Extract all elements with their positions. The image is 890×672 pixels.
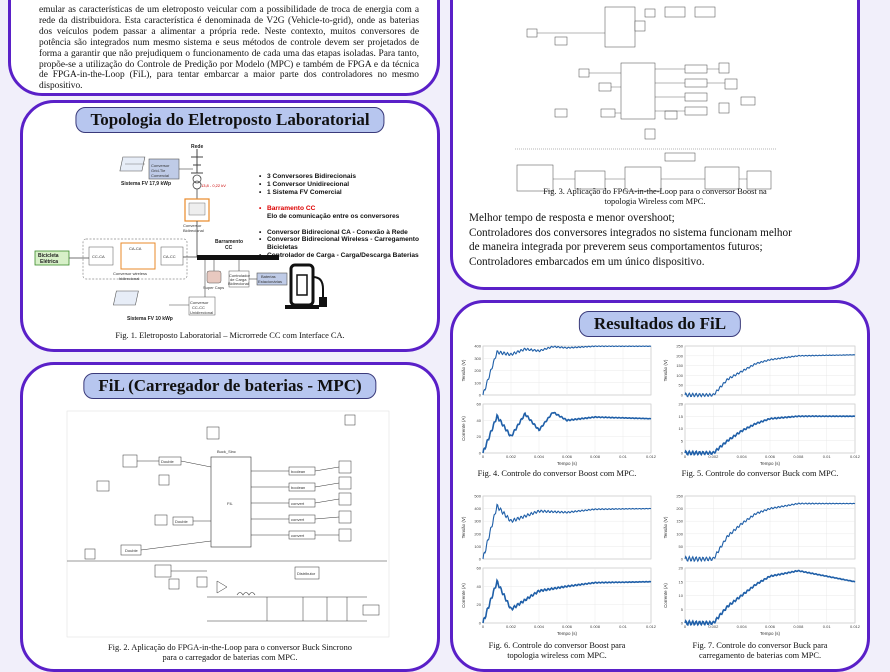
chart-fig6-current xyxy=(459,565,655,637)
chart-fig7-current xyxy=(661,565,859,637)
y-axis-label: Tensão (V) xyxy=(461,516,466,539)
y-tick-label: 100 xyxy=(474,380,481,386)
y-tick-label: 0 xyxy=(680,450,683,456)
chart-fig7-voltage xyxy=(661,493,859,563)
fig6-caption: Fig. 6. Controle do conversor Boost para topologia wireless com MPC. xyxy=(488,641,626,661)
fil-charger-title: FiL (Carregador de baterias - MPC) xyxy=(83,373,376,399)
y-tick-label: 5 xyxy=(680,438,683,444)
bullet: • 1 Conversor Unidirecional xyxy=(259,181,419,189)
svg-text:Bicicleta: Bicicleta xyxy=(38,253,59,259)
svg-text:Comercial: Comercial xyxy=(151,173,170,178)
svg-text:Bidirecional: Bidirecional xyxy=(228,281,249,286)
y-tick-label: 20 xyxy=(678,565,683,571)
y-tick-label: 20 xyxy=(678,401,683,407)
intro-panel xyxy=(8,0,440,96)
x-tick-label: 0.004 xyxy=(533,624,545,629)
chart-fig6-voltage xyxy=(459,493,655,563)
y-tick-label: 100 xyxy=(676,372,683,378)
simulink-buck-diagram xyxy=(67,411,389,637)
x-tick-label: 0.002 xyxy=(708,454,719,459)
topology-title: Topologia do Eletroposto Laboratorial xyxy=(75,107,384,133)
y-tick-label: 50 xyxy=(678,382,683,388)
y-tick-label: 0 xyxy=(680,392,683,398)
y-tick-label: 10 xyxy=(678,593,683,598)
intro-text: emular as características de um eletroposto veicular com a possibilidade de troca de energia com a rede da distribuidora. Esta característica é denominada de V2G (Vehicle-to-grid), onde as baterias dos veículos podem passar a alimentar a própria rede. Neste contexto, muitos conversores de potência são integrados num mesmo sistema e seus métodos de controle devem ser projetados de forma a garantir que não prejudiquem o funcionamento de cada uma das etapas isoladas. Para tanto, propõe-se a utilização do Controle de Predição por Modelo (MPC) e também de FPGA e da técnica de FPGA-in-the-Loop (FiL), para tentar embarcar a maior parte dos controladores no mesmo dispositivo. xyxy=(39,5,419,92)
svg-text:CC-CC: CC-CC xyxy=(192,305,205,310)
x-tick-label: 0.006 xyxy=(561,624,573,629)
bullet: • Conversor Bidirecional Wireless - Carregamento xyxy=(259,236,419,244)
y-tick-label: 0 xyxy=(478,556,481,562)
benefit-item: Melhor tempo de resposta e menor overshoot; xyxy=(469,212,675,224)
fv1-label: Sistema FV 17,9 kWp xyxy=(121,181,172,187)
x-tick-label: 0.002 xyxy=(505,454,517,459)
y-tick-label: 250 xyxy=(676,343,683,349)
y-tick-label: 300 xyxy=(474,518,481,524)
solar-panel-icon xyxy=(113,291,138,305)
x-axis-label: Tempo (s) xyxy=(759,631,781,636)
benefit-item: Controladores embarcados em um único dispositivo. xyxy=(469,255,705,268)
svg-text:Double: Double xyxy=(175,519,188,524)
voltage-label: 13,8 - 0,22 kV xyxy=(201,183,226,188)
fig2-caption: Fig. 2. Aplicação do FPGA-in-the-Loop para o conversor Buck Sincrono para o carregador de baterias com MPC. xyxy=(108,643,352,663)
svg-text:Unidirecional: Unidirecional xyxy=(190,310,214,315)
solar-panel-icon xyxy=(120,157,145,171)
buck-label: Buck_Sinc xyxy=(217,449,236,454)
svg-text:convert: convert xyxy=(291,517,305,522)
y-tick-label: 20 xyxy=(476,434,481,440)
svg-text:Estacionárias: Estacionárias xyxy=(258,279,283,284)
x-tick-label: 0.004 xyxy=(736,454,747,459)
bullet: • Controlador de Carga - Carga/Descarga Baterias xyxy=(259,252,419,260)
bullet-cont: Bicicletas xyxy=(267,244,298,252)
svg-text:Elétrica: Elétrica xyxy=(40,259,59,265)
svg-text:Super Caps: Super Caps xyxy=(203,285,225,290)
y-tick-label: 40 xyxy=(476,417,481,423)
svg-text:Bidirecional: Bidirecional xyxy=(183,228,204,233)
x-tick-label: 0 xyxy=(683,454,687,459)
y-tick-label: 200 xyxy=(474,368,481,373)
svg-text:CA-CA: CA-CA xyxy=(129,246,142,251)
svg-text:Conversor: Conversor xyxy=(183,223,202,228)
y-tick-label: 40 xyxy=(476,583,481,589)
y-tick-label: 100 xyxy=(676,531,683,537)
y-tick-label: 150 xyxy=(676,518,683,524)
y-tick-label: 60 xyxy=(476,401,481,407)
y-axis-label: Corrente (A) xyxy=(461,583,466,608)
y-tick-label: 200 xyxy=(676,353,683,359)
chart-fig5-current xyxy=(661,401,859,467)
svg-text:convert: convert xyxy=(291,533,305,538)
x-tick-label: 0.012 xyxy=(849,624,861,629)
y-tick-label: 20 xyxy=(476,602,481,608)
y-tick-label: 5 xyxy=(680,606,683,612)
svg-text:CA-CC: CA-CC xyxy=(163,254,176,259)
x-tick-label: 0.004 xyxy=(533,454,545,459)
y-axis-label: Corrente (A) xyxy=(461,416,466,441)
svg-text:convert: convert xyxy=(291,501,305,506)
y-axis-label: Tensão (V) xyxy=(663,516,668,539)
barramento-heading: • Barramento CC xyxy=(259,205,419,213)
svg-text:Grid-Tie: Grid-Tie xyxy=(151,168,166,173)
x-tick-label: 0.01 xyxy=(822,454,831,459)
x-axis-label: Tempo (s) xyxy=(556,461,578,466)
y-axis-label: Corrente (A) xyxy=(663,583,668,608)
x-tick-label: 0.012 xyxy=(645,454,657,459)
y-tick-label: 15 xyxy=(678,579,683,585)
charging-station-icon xyxy=(285,265,327,309)
svg-text:Conversor: Conversor xyxy=(151,163,170,168)
benefit-item: Controladores dos conversores integrados no sistema funcionam melhor xyxy=(469,226,792,239)
y-tick-label: 250 xyxy=(676,493,683,499)
y-tick-label: 10 xyxy=(678,426,683,431)
y-tick-label: 15 xyxy=(678,413,683,419)
y-tick-label: 300 xyxy=(474,355,481,361)
y-tick-label: 0 xyxy=(680,556,683,562)
x-tick-label: 0.008 xyxy=(793,454,804,459)
svg-text:boolean: boolean xyxy=(291,485,306,490)
x-tick-label: 0.01 xyxy=(822,624,831,629)
y-axis-label: Tensão (V) xyxy=(663,359,668,382)
grid-tower-icon xyxy=(191,149,203,173)
barramento-sub: Elo de comunicação entre os conversores xyxy=(267,212,400,220)
fv2-label: Sistema FV 10 kWp xyxy=(127,316,173,322)
y-tick-label: 0 xyxy=(478,620,481,626)
chart-fig4-current xyxy=(459,401,655,467)
svg-text:Distributor: Distributor xyxy=(297,571,316,576)
x-tick-label: 0 xyxy=(481,624,485,629)
y-tick-label: 50 xyxy=(678,543,683,549)
fig5-caption: Fig. 5. Controle do conversor Buck com MPC. xyxy=(681,469,839,478)
fig7-caption: Fig. 7. Controle do conversor Buck para carregamento de baterias com MPC. xyxy=(692,641,828,661)
svg-text:CC: CC xyxy=(225,245,233,251)
y-tick-label: 0 xyxy=(478,392,481,398)
x-tick-label: 0.002 xyxy=(505,624,517,629)
x-tick-label: 0.006 xyxy=(561,454,573,459)
benefit-item: de maneira integrada por preverem seus comportamentos futuros; xyxy=(469,241,763,254)
fil-wireless-panel xyxy=(450,0,860,290)
fil-charger-panel xyxy=(20,362,440,672)
fig1-caption: Fig. 1. Eletroposto Laboratorial – Microrrede CC com Interface CA. xyxy=(115,331,345,340)
x-tick-label: 0.008 xyxy=(589,454,601,459)
x-axis-label: Tempo (s) xyxy=(556,631,578,636)
x-axis-label: Tempo (s) xyxy=(759,461,781,466)
y-tick-label: 200 xyxy=(676,506,683,512)
x-tick-label: 0 xyxy=(481,454,485,459)
topology-bullets xyxy=(259,173,419,260)
y-tick-label: 0 xyxy=(680,620,683,626)
y-axis-label: Tensão (V) xyxy=(461,359,466,382)
bullet: • 1 Sistema FV Comercial xyxy=(259,189,419,197)
x-tick-label: 0.008 xyxy=(793,624,804,629)
x-tick-label: 0.012 xyxy=(849,454,861,459)
topology-panel xyxy=(20,100,440,352)
y-tick-label: 400 xyxy=(474,343,481,349)
svg-text:Conversor wireless: Conversor wireless xyxy=(113,271,148,276)
benefits-text xyxy=(469,211,792,269)
barramento-label: Barramento xyxy=(215,239,244,245)
svg-text:Controlador: Controlador xyxy=(229,273,250,278)
bullet: • Conversor Bidirecional CA - Conexão à Rede xyxy=(259,229,419,237)
svg-text:Conversor: Conversor xyxy=(190,300,209,305)
chart-fig4-voltage xyxy=(459,343,655,399)
fig3-caption: Fig. 3. Aplicação do FPGA-in-the-Loop para o conversor Boost na topologia Wireless com MPC. xyxy=(543,187,767,207)
y-tick-label: 150 xyxy=(676,363,683,369)
x-tick-label: 0.008 xyxy=(589,624,601,629)
x-tick-label: 0 xyxy=(683,624,687,629)
svg-text:Baterias: Baterias xyxy=(261,274,276,279)
y-tick-label: 200 xyxy=(474,531,481,537)
fil-label: FIL xyxy=(227,501,233,506)
x-tick-label: 0.01 xyxy=(619,624,627,629)
chart-fig5-voltage xyxy=(661,343,859,399)
svg-text:CC-CA: CC-CA xyxy=(92,254,105,259)
simulink-boost-diagram xyxy=(515,3,777,193)
y-tick-label: 60 xyxy=(476,565,481,571)
y-tick-label: 0 xyxy=(478,450,481,456)
results-panel xyxy=(450,300,870,672)
y-tick-label: 100 xyxy=(474,543,481,549)
x-tick-label: 0.006 xyxy=(764,624,776,629)
x-tick-label: 0.004 xyxy=(736,624,747,629)
fig4-caption: Fig. 4. Controle do conversor Boost com MPC. xyxy=(477,469,637,478)
y-tick-label: 500 xyxy=(474,493,481,499)
svg-text:bidirecional: bidirecional xyxy=(119,276,140,281)
svg-text:de Carga: de Carga xyxy=(230,277,247,282)
rede-label: Rede xyxy=(191,144,204,150)
y-tick-label: 400 xyxy=(474,506,481,512)
x-tick-label: 0.002 xyxy=(708,624,719,629)
bullet: • 3 Conversores Bidirecionais xyxy=(259,173,419,181)
x-tick-label: 0.01 xyxy=(619,454,627,459)
x-tick-label: 0.012 xyxy=(645,624,657,629)
svg-text:Double: Double xyxy=(125,548,138,553)
svg-text:boolean: boolean xyxy=(291,469,306,474)
x-tick-label: 0.006 xyxy=(764,454,776,459)
results-title: Resultados do FiL xyxy=(579,311,741,337)
svg-text:Double: Double xyxy=(161,459,174,464)
